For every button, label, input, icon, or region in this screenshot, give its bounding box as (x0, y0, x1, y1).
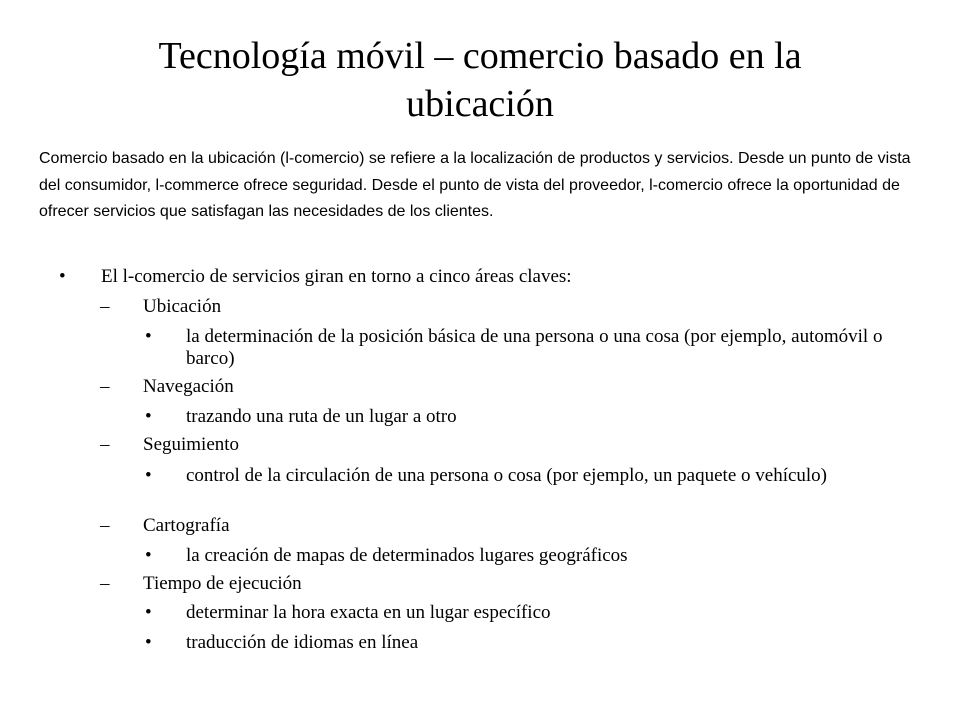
bullet-marker: • (145, 602, 152, 623)
area-name: Ubicación (143, 296, 222, 317)
dash-marker: – (100, 573, 110, 594)
detail-text: la creación de mapas de determinados lugares geográficos (186, 545, 628, 566)
detail-text: la determinación de la posición básica de una persona o una cosa (por ejemplo, automóvil o barco) (186, 326, 883, 369)
bullet-marker: • (145, 632, 152, 653)
area-name: Tiempo de ejecución (143, 573, 302, 594)
detail-text: control de la circulación de una persona o cosa (por ejemplo, un paquete o vehículo) (186, 465, 828, 486)
bullet-marker: • (145, 465, 152, 486)
bullet-marker: • (145, 326, 152, 347)
intro-paragraph: Comercio basado en la ubicación (l-comercio) se refiere a la localización de productos y servicios. Desde un punto de vista del consumidor, l-commerce ofrece seguridad. Desde el punto de vista del proveedor, l-comercio ofrece la oportunidad de ofrecer servicios que satisfagan las necesidades de los clientes. (39, 150, 911, 220)
dash-marker: – (100, 296, 110, 317)
main-bullet-text: El l-comercio de servicios giran en torno a cinco áreas claves: (101, 266, 572, 287)
area-name: Navegación (143, 376, 234, 397)
area-name: Cartografía (143, 515, 230, 536)
dash-marker: – (100, 434, 110, 455)
detail-text: determinar la hora exacta en un lugar específico (186, 602, 551, 623)
bullet-marker: • (145, 406, 152, 427)
dash-marker: – (100, 515, 110, 536)
area-name: Seguimiento (143, 434, 240, 455)
slide-title: Tecnología móvil – comercio basado en la ubicación (158, 35, 802, 125)
bullet-marker: • (145, 545, 152, 566)
bullet-marker: • (59, 266, 66, 287)
detail-text: traducción de idiomas en línea (186, 632, 419, 653)
dash-marker: – (100, 376, 110, 397)
detail-text: trazando una ruta de un lugar a otro (186, 406, 457, 427)
